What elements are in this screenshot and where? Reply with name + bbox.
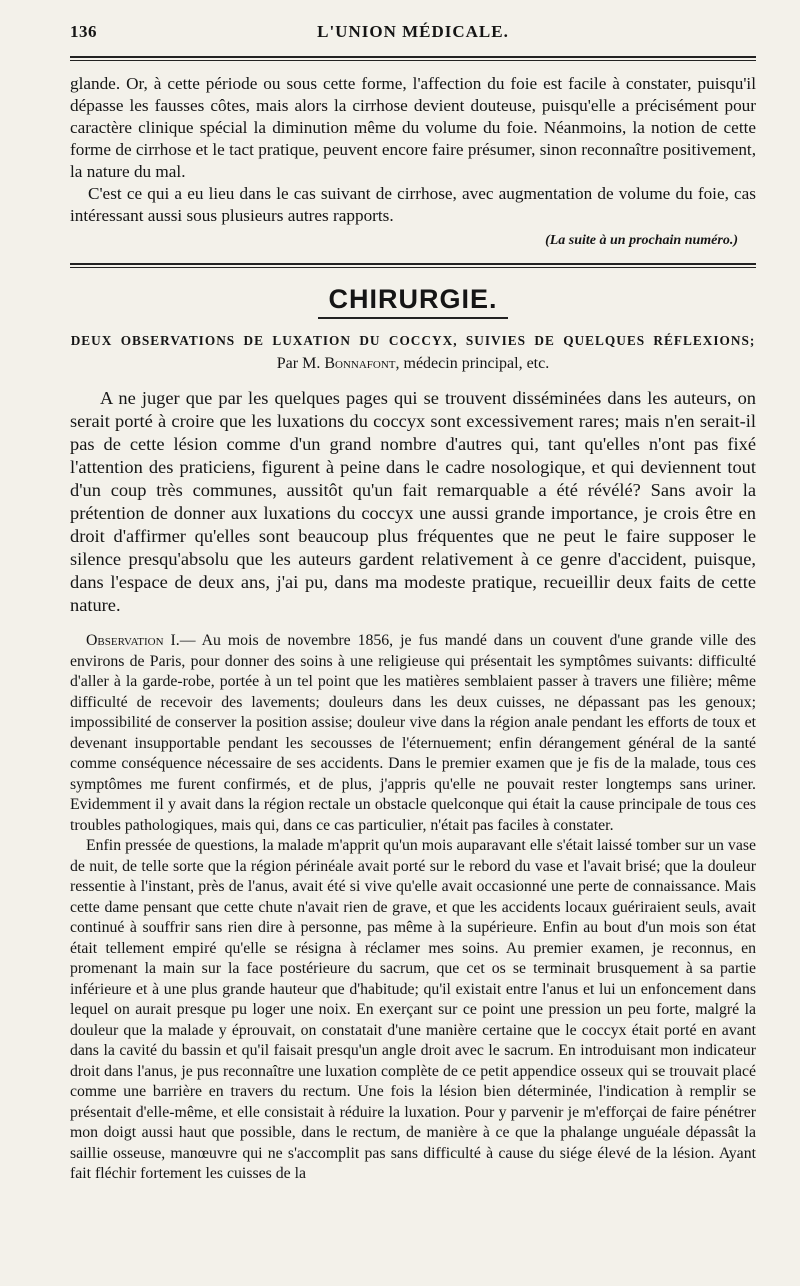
article-introduction: A ne juger que par les quelques pages qui se trouvent disséminées dans les auteurs, on serait porté à croire que les luxations du coccyx sont excessivement rares; mais n'en serait-il pas de cette lésion comme d'un grand nombre d'autres qui, tant qu'elles n'ont pas fixé l'attention des praticiens, figurent à peine dans le cadre nosologique, et qui deviennent tout d'un coup très communes, aussitôt qu'un fait remarquable a été révélé? Sans avoir la prétention de donner aux luxations du coccyx une aussi grande importance, je crois être en droit d'affirmer qu'elles sont beaucoup plus fréquentes que ne peut le faire supposer le silence presqu'absolu que les auteurs gardent relativement à ce genre d'accident, puisque, dans l'espace de deux ans, j'ai pu, dans ma modeste pratique, recueillir deux faits de cette nature. [70, 388, 756, 615]
page-number: 136 [70, 22, 97, 41]
section-heading [70, 284, 756, 319]
continued-note: (La suite à un prochain numéro.) [545, 233, 738, 248]
observation-paragraph: Enfin pressée de questions, la malade m'apprit qu'un mois auparavant elle s'était laissé tomber sur un vase de nuit, de telle sorte que la région périnéale avait porté sur le rebord du vase et l'avait brisé; que la douleur ressentie à l'instant, près de l'anus, avait été si vive qu'elle avait occasionné une perte de connaissance. Mais cette dame pensant que cette chute n'avait rien de grave, et que les accidents locaux guériraient seuls, avait continué à souffrir sans rien dire à personne, pas même à la supérieure. Enfin au bout d'un mois son état était tellement empiré qu'elle se résigna à réclamer mes soins. Au premier examen, je reconnus, en promenant la main sur la face postérieure du sacrum, que cet os se terminait brusquement à sa partie inférieure et à une plus grande hauteur que d'habitude; qu'il existait entre l'anus et lui un enfoncement dans lequel on aurait presque pu loger une noix. En exerçant sur ce point une pression un peu forte, malgré la douleur que la malade y éprouvait, on constatait d'une manière certaine que le coccyx était porté en avant dans la cavité du bassin et qu'il faisait presqu'un angle droit avec le sacrum. En introduisant mon indicateur droit dans l'anus, je pus reconnaître une luxation complète de ce petit appendice osseux qui se trouvait placé comme une barrière en travers du rectum. Une fois la lésion bien déterminée, l'indication à remplir se présentait d'elle-même, et elle consistait à réduire la luxation. Pour y parvenir je m'efforçai de faire pénétrer mon doigt aussi haut que possible, dans le rectum, de manière à ce que la phalange unguéale dépassât la saillie osseuse, manœuvre qui ne s'accomplit pas sans difficulté à cause du siége élevé de la lésion. Ayant fait fléchir fortement les cuisses de la [70, 837, 756, 1182]
previous-article-paragraph: glande. Or, à cette période ou sous cette forme, l'affection du foie est facile à constater, puisqu'il dépasse les fausses côtes, mais alors la cirrhose devient douteuse, puisqu'elle a précisément pour caractère clinique spécial la diminution même du volume du foie. Néanmoins, la notion de cette forme de cirrhose et le tact pratique, peuvent encore faire présumer, sinon reconnaître positivement, la nature du mal. [70, 74, 756, 181]
section-title: CHIRURGIE. [318, 284, 507, 319]
previous-article-paragraph: C'est ce qui a eu lieu dans le cas suivant de cirrhose, avec augmentation de volume du foie, cas intéressant aussi sous plusieurs autres rapports. [70, 184, 756, 225]
observation-label: Observation I. [86, 632, 180, 649]
author-suffix: , médecin principal, etc. [395, 355, 550, 372]
running-head [70, 16, 756, 48]
observation-paragraph [70, 631, 756, 836]
header-rule [70, 56, 756, 61]
article-author [70, 355, 756, 373]
journal-title: L'UNION MÉDICALE. [317, 22, 509, 41]
author-prefix: Par M. [276, 355, 321, 372]
observation-text: — Au mois de novembre 1856, je fus mandé dans un couvent d'une grande ville des environs de Paris, pour donner des soins à une religieuse qui présentait les symptômes suivants: difficulté d'aller à la garde-robe, portée à un tel point que les matières semblaient passer à travers une filière; même difficulté de recevoir des lavements; douleurs dans les deux cuisses, ne dépassant pas les genoux; impossibilité de conserver la position assise; douleur vive dans la région anale pendant les efforts de toux et devenant insupportable pendant les secousses de l'éternuement; enfin dérangement général de la santé comme conséquence nécessaire de ses accidents. Dans le premier examen que je fis de la malade, tous ces symptômes me furent confirmés, et de plus, j'appris qu'elle ne pouvait rester longtemps sans uriner. Evidemment il y avait dans la région rectale un obstacle quelconque qui était la cause principale de tous ces troubles pathologiques, mais qui, dans ce cas particulier, n'était pas faciles à constater. [70, 632, 757, 834]
article-title: DEUX OBSERVATIONS DE LUXATION DU COCCYX, SUIVIES DE QUELQUES RÉFLEXIONS; [70, 333, 756, 348]
author-name: Bonnafont [324, 355, 396, 372]
section-divider [70, 263, 756, 268]
